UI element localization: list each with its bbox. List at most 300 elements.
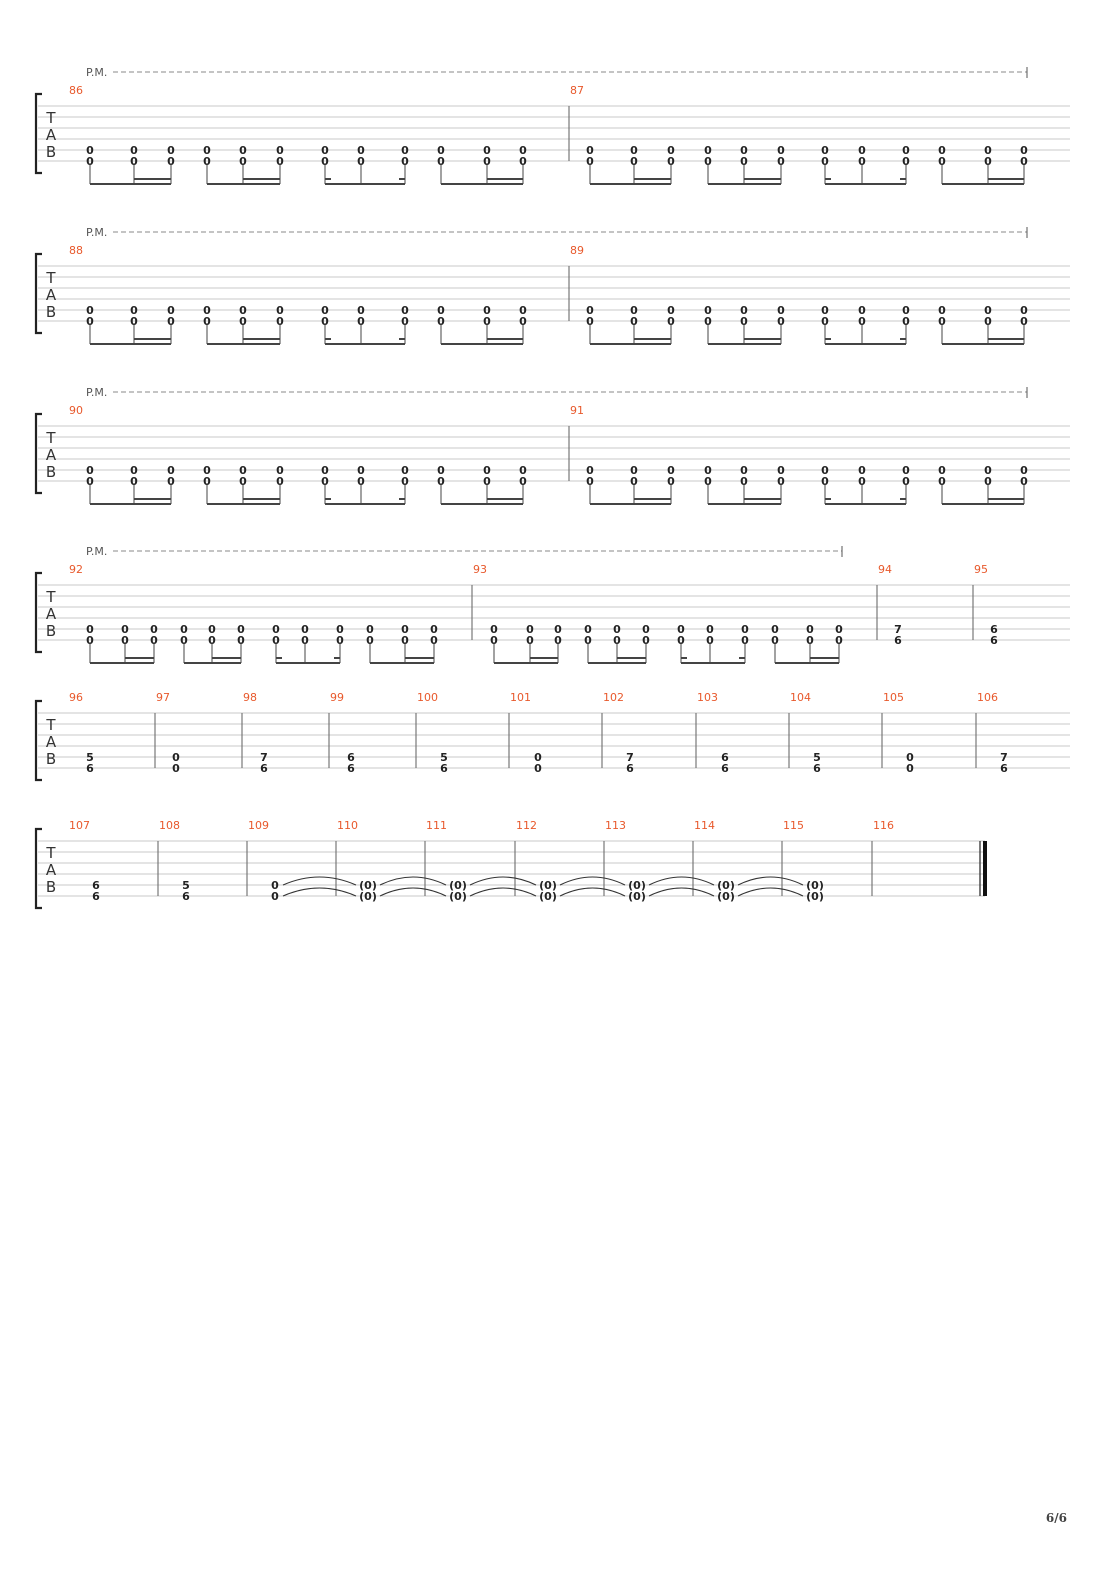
chord (984, 464, 992, 488)
fret-number: 0 (203, 304, 211, 317)
chord (203, 144, 211, 168)
fret-number: 0 (272, 634, 280, 647)
chord (777, 464, 785, 488)
fret-number: (0) (539, 879, 557, 892)
fret-number: 0 (777, 155, 785, 168)
fret-number: 0 (526, 634, 534, 647)
measure-94 (877, 563, 902, 647)
fret-number: 0 (483, 475, 491, 488)
fret-number: 0 (519, 304, 527, 317)
fret-number: (0) (359, 879, 377, 892)
measure-99 (329, 691, 355, 775)
bar-number: 91 (570, 404, 584, 417)
bar-number: 103 (697, 691, 718, 704)
fret-number: 0 (86, 144, 94, 157)
fret-number: 0 (938, 304, 946, 317)
tie-arc (738, 877, 803, 885)
fret-number: 0 (483, 304, 491, 317)
tie-arc (649, 877, 714, 885)
fret-number: 0 (401, 634, 409, 647)
chord (276, 464, 284, 488)
fret-number: 0 (821, 464, 829, 477)
chord (902, 144, 910, 168)
fret-number: 0 (667, 464, 675, 477)
fret-number: 0 (554, 623, 562, 636)
fret-number: 0 (821, 155, 829, 168)
fret-number: 5 (813, 751, 821, 764)
measure-93 (472, 563, 843, 663)
bar-number: 92 (69, 563, 83, 576)
fret-number: 0 (586, 464, 594, 477)
chord (858, 144, 866, 168)
fret-number: 0 (239, 144, 247, 157)
fret-number: 6 (626, 762, 634, 775)
bar-number: 113 (605, 819, 626, 832)
fret-number: 0 (740, 475, 748, 488)
fret-number: 0 (938, 144, 946, 157)
fret-number: 0 (740, 304, 748, 317)
fret-number: 0 (902, 304, 910, 317)
fret-number: 0 (167, 304, 175, 317)
fret-number: 0 (237, 634, 245, 647)
fret-number: 0 (984, 304, 992, 317)
fret-number: 0 (208, 634, 216, 647)
fret-number: 0 (1020, 475, 1028, 488)
chord (835, 623, 843, 647)
fret-number: 0 (984, 315, 992, 328)
fret-number: 0 (203, 144, 211, 157)
fret-number: 0 (902, 155, 910, 168)
fret-number: 6 (92, 879, 100, 892)
fret-number: 0 (180, 623, 188, 636)
tab-system-3 (36, 386, 1070, 504)
bar-number: 96 (69, 691, 83, 704)
bar-number: 97 (156, 691, 170, 704)
fret-number: 0 (771, 623, 779, 636)
measure-98 (242, 691, 268, 775)
fret-number: 0 (906, 762, 914, 775)
chord (366, 623, 374, 647)
chord (938, 144, 946, 168)
fret-number: 0 (1020, 155, 1028, 168)
fret-number: 0 (276, 475, 284, 488)
chord (902, 464, 910, 488)
fret-number: 0 (321, 144, 329, 157)
chord (858, 304, 866, 328)
chord (894, 623, 902, 647)
bar-number: 116 (873, 819, 894, 832)
chord (821, 144, 829, 168)
fret-number: 0 (483, 144, 491, 157)
fret-number: (0) (449, 890, 467, 903)
fret-number: 0 (740, 464, 748, 477)
fret-number: (0) (628, 890, 646, 903)
chord (437, 144, 445, 168)
tab-clef-t: T (46, 269, 56, 287)
fret-number: 0 (777, 304, 785, 317)
measure-87 (569, 84, 1028, 184)
measure-88 (69, 244, 527, 344)
fret-number: 0 (584, 634, 592, 647)
fret-number: 0 (401, 623, 409, 636)
tie-arc (649, 888, 714, 896)
fret-number: 0 (357, 304, 365, 317)
fret-number: 0 (180, 634, 188, 647)
measure-110 (336, 819, 377, 903)
fret-number: 0 (150, 623, 158, 636)
fret-number: 0 (276, 464, 284, 477)
measure-97 (155, 691, 180, 775)
fret-number: 0 (483, 155, 491, 168)
fret-number: 0 (984, 464, 992, 477)
fret-number: 6 (347, 751, 355, 764)
chord (984, 304, 992, 328)
chord (271, 879, 279, 903)
fret-number: 0 (630, 315, 638, 328)
fret-number: 0 (821, 315, 829, 328)
measure-96 (69, 691, 94, 775)
tie-arc (470, 877, 536, 885)
fret-number: 0 (401, 315, 409, 328)
bar-number: 100 (417, 691, 438, 704)
fret-number: 0 (401, 144, 409, 157)
fret-number: 0 (357, 144, 365, 157)
chord (130, 304, 138, 328)
fret-number: 0 (86, 623, 94, 636)
chord (301, 623, 309, 647)
fret-number: 7 (1000, 751, 1008, 764)
chord (584, 623, 592, 647)
fret-number: 0 (938, 315, 946, 328)
fret-number: 0 (321, 315, 329, 328)
chord (858, 464, 866, 488)
measure-86 (69, 84, 527, 184)
fret-number: 0 (519, 315, 527, 328)
fret-number: 0 (586, 144, 594, 157)
fret-number: 0 (519, 155, 527, 168)
chord (237, 623, 245, 647)
fret-number: 0 (239, 155, 247, 168)
bar-number: 114 (694, 819, 715, 832)
tab-clef-b: B (45, 463, 57, 481)
bar-number: 105 (883, 691, 904, 704)
measure-95 (973, 563, 998, 647)
chord (483, 304, 491, 328)
chord (401, 304, 409, 328)
measure-100 (416, 691, 448, 775)
fret-number: 0 (667, 155, 675, 168)
fret-number: 0 (821, 304, 829, 317)
fret-number: 0 (586, 315, 594, 328)
fret-number: 0 (777, 475, 785, 488)
fret-number: 0 (1020, 304, 1028, 317)
chord (821, 304, 829, 328)
fret-number: 0 (704, 315, 712, 328)
fret-number: 7 (894, 623, 902, 636)
fret-number: 0 (706, 634, 714, 647)
fret-number: 0 (902, 475, 910, 488)
fret-number: 0 (642, 634, 650, 647)
chord (357, 464, 365, 488)
fret-number: (0) (806, 879, 824, 892)
fret-number: (0) (359, 890, 377, 903)
fret-number: 0 (483, 315, 491, 328)
fret-number: 0 (357, 155, 365, 168)
tab-clef-a: A (45, 126, 57, 144)
bar-number: 94 (878, 563, 892, 576)
fret-number: 0 (321, 475, 329, 488)
fret-number: 0 (167, 315, 175, 328)
chord (721, 751, 729, 775)
bar-number: 102 (603, 691, 624, 704)
bar-number: 99 (330, 691, 344, 704)
fret-number: 0 (401, 464, 409, 477)
fret-number: 0 (704, 155, 712, 168)
fret-number: 0 (984, 144, 992, 157)
fret-number: 0 (357, 464, 365, 477)
chord (401, 144, 409, 168)
tie-arc (380, 888, 446, 896)
chord (239, 464, 247, 488)
measure-106 (976, 691, 1008, 775)
chord (437, 304, 445, 328)
chord (704, 464, 712, 488)
fret-number: 0 (271, 879, 279, 892)
fret-number: 0 (366, 623, 374, 636)
fret-number: 0 (203, 315, 211, 328)
tab-clef-b: B (45, 750, 57, 768)
fret-number: 0 (938, 475, 946, 488)
tie-arc (560, 888, 625, 896)
fret-number: 0 (430, 623, 438, 636)
fret-number: 0 (121, 634, 129, 647)
tie-arc (470, 888, 536, 896)
fret-number: 0 (554, 634, 562, 647)
fret-number: 0 (130, 304, 138, 317)
tie-arc (283, 888, 356, 896)
chord (490, 623, 498, 647)
measure-116 (872, 819, 894, 896)
fret-number: 0 (321, 155, 329, 168)
fret-number: 0 (301, 634, 309, 647)
chord (821, 464, 829, 488)
fret-number: 0 (741, 634, 749, 647)
bar-number: 109 (248, 819, 269, 832)
fret-number: 0 (519, 464, 527, 477)
fret-number: 0 (984, 475, 992, 488)
chord (984, 144, 992, 168)
fret-number: 0 (630, 304, 638, 317)
fret-number: 6 (721, 751, 729, 764)
fret-number: 5 (182, 879, 190, 892)
tie-arc (380, 877, 446, 885)
fret-number: 0 (437, 155, 445, 168)
fret-number: 0 (706, 623, 714, 636)
fret-number: 0 (172, 762, 180, 775)
fret-number: 0 (430, 634, 438, 647)
fret-number: 0 (858, 304, 866, 317)
chord (121, 623, 129, 647)
chord (336, 623, 344, 647)
fret-number: 6 (990, 634, 998, 647)
fret-number: 0 (208, 623, 216, 636)
fret-number: 0 (167, 464, 175, 477)
chord (677, 623, 685, 647)
palm-mute-label: P.M. (86, 545, 108, 558)
chord (276, 144, 284, 168)
fret-number: 0 (704, 475, 712, 488)
fret-number: 0 (858, 155, 866, 168)
chord (526, 623, 534, 647)
chord (92, 879, 100, 903)
fret-number: 0 (276, 304, 284, 317)
fret-number: 6 (347, 762, 355, 775)
fret-number: 0 (401, 155, 409, 168)
fret-number: 0 (642, 623, 650, 636)
chord (586, 464, 594, 488)
chord (519, 464, 527, 488)
fret-number: 0 (86, 315, 94, 328)
fret-number: 6 (990, 623, 998, 636)
bar-number: 93 (473, 563, 487, 576)
fret-number: 0 (272, 623, 280, 636)
bar-number: 90 (69, 404, 83, 417)
chord (938, 464, 946, 488)
tab-clef-t: T (46, 844, 56, 862)
tab-clef-a: A (45, 605, 57, 623)
fret-number: 0 (203, 475, 211, 488)
fret-number: 0 (613, 634, 621, 647)
fret-number: (0) (449, 879, 467, 892)
fret-number: 5 (86, 751, 94, 764)
chord (449, 879, 467, 903)
chord (86, 304, 94, 328)
fret-number: 0 (130, 475, 138, 488)
chord (172, 751, 180, 775)
chord (706, 623, 714, 647)
chord (321, 464, 329, 488)
chord (630, 304, 638, 328)
chord (519, 144, 527, 168)
fret-number: 0 (336, 634, 344, 647)
chord (777, 144, 785, 168)
fret-number: 0 (630, 475, 638, 488)
fret-number: 0 (519, 144, 527, 157)
fret-number: 0 (336, 623, 344, 636)
fret-number: 0 (86, 155, 94, 168)
chord (130, 144, 138, 168)
chord (357, 144, 365, 168)
palm-mute-label: P.M. (86, 226, 108, 239)
fret-number: 0 (777, 315, 785, 328)
fret-number: 0 (938, 155, 946, 168)
chord (534, 751, 542, 775)
fret-number: 0 (771, 634, 779, 647)
fret-number: (0) (717, 879, 735, 892)
fret-number: 0 (203, 155, 211, 168)
chord (239, 304, 247, 328)
fret-number: 0 (740, 155, 748, 168)
bar-number: 107 (69, 819, 90, 832)
chord (1020, 464, 1028, 488)
chord (902, 304, 910, 328)
fret-number: 0 (534, 762, 542, 775)
chord (86, 464, 94, 488)
chord (628, 879, 646, 903)
measure-101 (509, 691, 542, 775)
chord (777, 304, 785, 328)
fret-number: 0 (858, 144, 866, 157)
fret-number: 0 (677, 623, 685, 636)
chord (483, 464, 491, 488)
fret-number: 0 (239, 475, 247, 488)
chord (704, 144, 712, 168)
fret-number: 0 (86, 634, 94, 647)
chord (86, 623, 94, 647)
chord (613, 623, 621, 647)
measure-107 (69, 819, 100, 903)
fret-number: 0 (704, 464, 712, 477)
chord (401, 623, 409, 647)
tab-clef-t: T (46, 109, 56, 127)
fret-number: 0 (490, 623, 498, 636)
chord (740, 144, 748, 168)
chord (203, 304, 211, 328)
chord (741, 623, 749, 647)
chord (771, 623, 779, 647)
chord (1020, 144, 1028, 168)
tab-clef-b: B (45, 303, 57, 321)
measure-89 (569, 244, 1028, 344)
chord (440, 751, 448, 775)
chord (1000, 751, 1008, 775)
chord (586, 144, 594, 168)
tie-arc (560, 877, 625, 885)
fret-number: 0 (704, 144, 712, 157)
fret-number: 0 (1020, 315, 1028, 328)
palm-mute-label: P.M. (86, 66, 108, 79)
fret-number: 0 (167, 144, 175, 157)
fret-number: 0 (902, 464, 910, 477)
tab-clef-t: T (46, 588, 56, 606)
measure-91 (569, 404, 1028, 504)
fret-number: 0 (806, 623, 814, 636)
fret-number: 0 (858, 315, 866, 328)
fret-number: 0 (301, 623, 309, 636)
fret-number: 0 (906, 751, 914, 764)
fret-number: 0 (704, 304, 712, 317)
fret-number: 0 (130, 315, 138, 328)
fret-number: 0 (741, 623, 749, 636)
chord (626, 751, 634, 775)
fret-number: 6 (86, 762, 94, 775)
chord (130, 464, 138, 488)
fret-number: 0 (526, 623, 534, 636)
fret-number: 0 (239, 315, 247, 328)
fret-number: 0 (858, 475, 866, 488)
chord (554, 623, 562, 647)
chord (321, 144, 329, 168)
chord (483, 144, 491, 168)
fret-number: 0 (806, 634, 814, 647)
chord (86, 144, 94, 168)
fret-number: 0 (401, 304, 409, 317)
fret-number: (0) (539, 890, 557, 903)
fret-number: 0 (667, 144, 675, 157)
fret-number: 0 (938, 464, 946, 477)
fret-number: 6 (721, 762, 729, 775)
fret-number: 0 (437, 304, 445, 317)
